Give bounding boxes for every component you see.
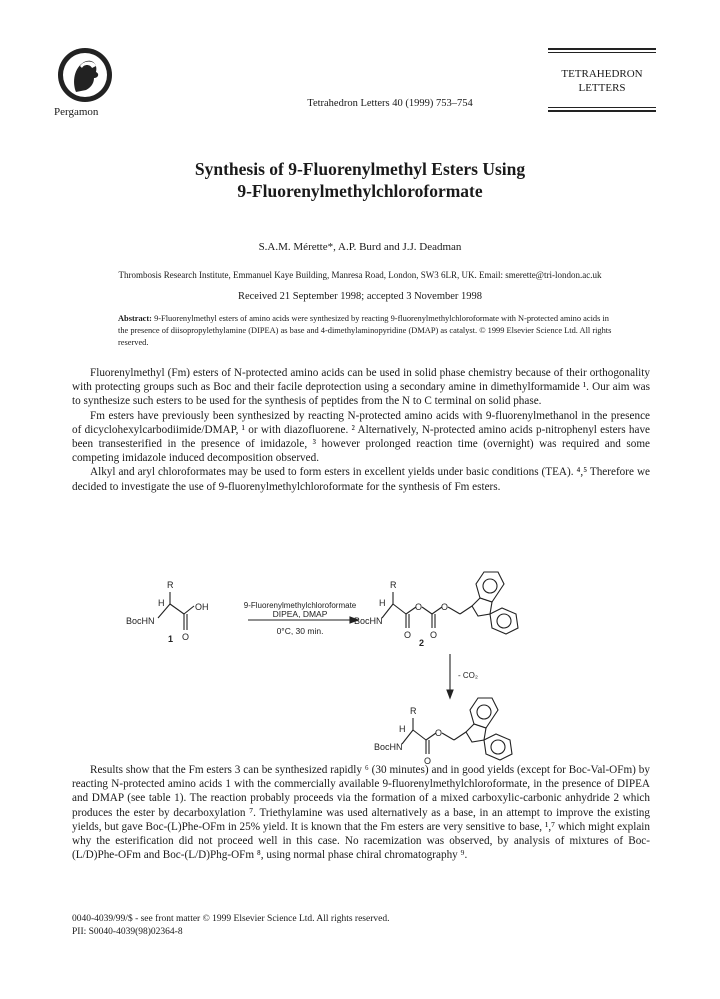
journal-name-line1: TETRAHEDRON <box>561 68 643 80</box>
bochn-label: BocHN <box>374 742 403 752</box>
publisher-name: Pergamon <box>54 106 99 118</box>
journal-name-line2: LETTERS <box>578 82 626 94</box>
affiliation: Thrombosis Research Institute, Emmanuel Kaye Building, Manresa Road, London, SW3 6LR, UK. Email: smerette@tri-london.ac.uk <box>118 270 602 280</box>
body-text-results <box>72 763 650 862</box>
carbonyl-o-label: O <box>424 756 432 766</box>
ester-o-label: O <box>435 728 443 738</box>
co2-loss-label: - CO₂ <box>458 671 478 680</box>
paragraph: Fluorenylmethyl (Fm) esters of N-protected amino acids can be used in solid phase chemistry because of their orthogonality with protecting groups such as Boc and their facile deprotection using a secondary amine in dimethylformamide ¹. Our aim was to synthesize such esters to be used for the synthesis of peptides from the N to C terminal on solid phase. <box>72 367 650 408</box>
copyright-footer <box>72 913 389 939</box>
journal-citation: Tetrahedron Letters 40 (1999) 753–754 <box>307 98 473 109</box>
received-dates: Received 21 September 1998; accepted 3 November 1998 <box>237 291 483 302</box>
compound-1-label: 1 <box>168 634 174 644</box>
abstract: Abstract: 9-Fluorenylmethyl esters of amino acids were synthesized by reacting 9-fluorenylmethylchloroformate with N-protected amino acids in the presence of diisopropylethylamine (DIPEA) as base and 4-dimethylaminopyridine (DMAP) as catalyst. © 1999 Elsevier Science Ltd. All rights reserved. <box>118 314 612 347</box>
reaction-scheme <box>126 568 570 768</box>
body-text-intro <box>72 366 650 494</box>
ester-o-label: O <box>441 602 449 612</box>
carbonyl-o-label: O <box>182 632 190 642</box>
copyright-line: 0040-4039/99/$ - see front matter © 1999 Elsevier Science Ltd. All rights reserved. <box>72 914 390 924</box>
journal-masthead <box>548 46 656 114</box>
paragraph: Alkyl and aryl chloroformates may be used to form esters in excellent yields under basic conditions (TEA). ⁴,⁵ Therefore we decided to investigate the use of 9-fluorenylmethylchloroformate for the synthesis of Fm esters. <box>72 466 650 493</box>
r-group-label: R <box>390 580 397 590</box>
r-group-label: R <box>410 706 417 716</box>
h-label: H <box>379 598 386 608</box>
compound-2-label: 2 <box>419 638 425 648</box>
article-title: Synthesis of 9-Fluorenylmethyl Esters Using 9-Fluorenylmethylchloroformate <box>194 159 526 201</box>
reaction-conditions: 0°C, 30 min. <box>276 626 324 636</box>
reagent-line2: DIPEA, DMAP <box>272 609 328 619</box>
publisher-logo <box>56 44 114 106</box>
paragraph: Fm esters have previously been synthesized by reacting N-protected amino acids with 9-fluorenylmethanol in the presence of dicyclohexylcarbodiimide/DMAP, ¹ or with diazofluorene. ² Alternatively, N-protected amino acids p-nitrophenyl esters have been transesterified in the presence of imidazole, ³ however prolonged reaction time (overnight) was required and some competing imidazole induced decomposition observed. <box>72 409 650 465</box>
carbonyl-o-label: O <box>404 630 412 640</box>
carbonyl-o-label: O <box>430 630 438 640</box>
h-label: H <box>158 598 165 608</box>
bochn-label: BocHN <box>126 616 155 626</box>
bochn-label: BocHN <box>354 616 383 626</box>
paragraph: Results show that the Fm esters 3 can be synthesized rapidly ⁶ (30 minutes) and in good yields (except for Boc-Val-OFm) by reacting N-protected amino acids 1 with the commercially available 9-fluorenylmethylchloroformate, in the presence of DIPEA and DMAP (see table 1). The reaction probably proceeds via the formation of a mixed carboxylic-carbonic anhydride 2 which produces the ester by decarboxylation ⁷. Triethylamine was used alternatively as a base, in an attempt to improve the existing yields, but gave Boc-(L)Phe-OFm in 25% yield. It is known that the Fm esters are very sensitive to base, ¹,⁷ which might explain why the esterification did not proceed well in this case. No racemization was observed, by analysis of mixtures of Boc-(L/D)Phe-OFm and Boc-(L/D)Phg-OFm ⁸, using normal phase chiral chromatography ⁹. <box>72 764 650 862</box>
hydroxyl-label: OH <box>195 602 209 612</box>
authors: S.A.M. Mérette*, A.P. Burd and J.J. Deadman <box>258 241 462 253</box>
r-group-label: R <box>167 580 174 590</box>
ester-o-label: O <box>415 602 423 612</box>
pii-line: PII: S0040-4039(98)02364-8 <box>72 927 183 937</box>
reagent-line1: 9-Fluorenylmethylchloroformate <box>243 601 357 610</box>
h-label: H <box>399 724 406 734</box>
